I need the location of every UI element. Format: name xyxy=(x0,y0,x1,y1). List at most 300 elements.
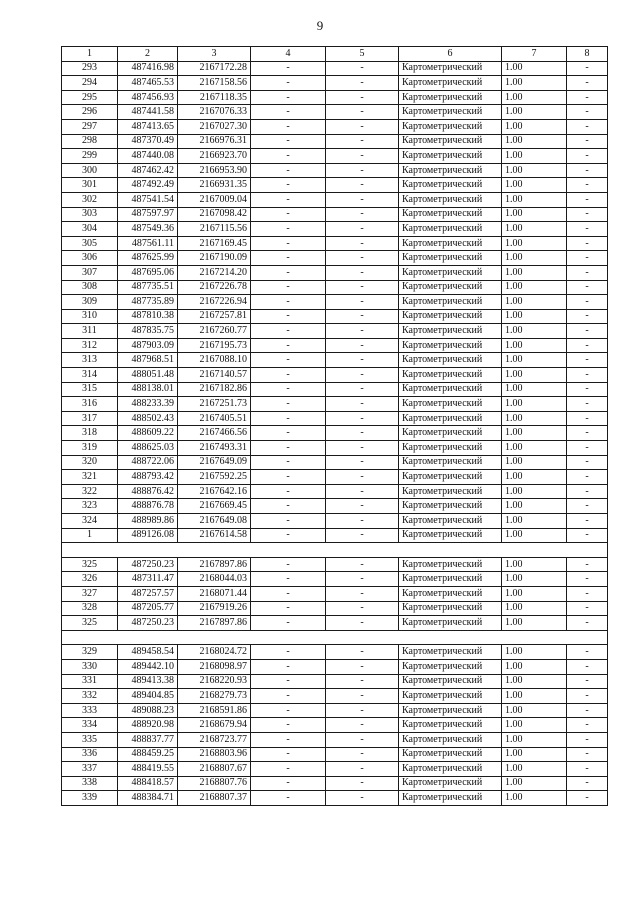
column-header: 6 xyxy=(399,47,502,62)
y-coordinate-cell: 2167190.09 xyxy=(178,251,251,266)
y-coordinate-cell: 2167118.35 xyxy=(178,90,251,105)
x-coordinate-cell: 487370.49 xyxy=(118,134,178,149)
method-cell: Картометрический xyxy=(399,149,502,164)
column-4-cell: - xyxy=(251,324,326,339)
accuracy-cell: 1.00 xyxy=(502,484,567,499)
point-number-cell: 308 xyxy=(62,280,118,295)
method-cell: Картометрический xyxy=(399,689,502,704)
table-row xyxy=(62,732,608,747)
column-5-cell: - xyxy=(326,572,399,587)
column-5-cell: - xyxy=(326,236,399,251)
table-row xyxy=(62,251,608,266)
x-coordinate-cell: 487440.08 xyxy=(118,149,178,164)
table-row xyxy=(62,616,608,631)
accuracy-cell: 1.00 xyxy=(502,353,567,368)
method-cell: Картометрический xyxy=(399,309,502,324)
y-coordinate-cell: 2167260.77 xyxy=(178,324,251,339)
method-cell: Картометрический xyxy=(399,514,502,529)
column-8-cell: - xyxy=(567,338,608,353)
column-5-cell: - xyxy=(326,149,399,164)
y-coordinate-cell: 2168044.03 xyxy=(178,572,251,587)
column-4-cell: - xyxy=(251,382,326,397)
x-coordinate-cell: 488502.43 xyxy=(118,411,178,426)
table-row xyxy=(62,586,608,601)
x-coordinate-cell: 487903.09 xyxy=(118,338,178,353)
y-coordinate-cell: 2167614.58 xyxy=(178,528,251,543)
table-row xyxy=(62,265,608,280)
x-coordinate-cell: 487416.98 xyxy=(118,61,178,76)
table-row xyxy=(62,601,608,616)
table-row xyxy=(62,236,608,251)
column-8-cell: - xyxy=(567,105,608,120)
point-number-cell: 300 xyxy=(62,163,118,178)
column-header: 8 xyxy=(567,47,608,62)
accuracy-cell: 1.00 xyxy=(502,732,567,747)
x-coordinate-cell: 488419.55 xyxy=(118,762,178,777)
method-cell: Картометрический xyxy=(399,280,502,295)
point-number-cell: 317 xyxy=(62,411,118,426)
table-row xyxy=(62,61,608,76)
column-8-cell: - xyxy=(567,747,608,762)
separator-cell xyxy=(62,543,608,558)
column-4-cell: - xyxy=(251,236,326,251)
y-coordinate-cell: 2167897.86 xyxy=(178,557,251,572)
table-row xyxy=(62,557,608,572)
column-8-cell: - xyxy=(567,499,608,514)
accuracy-cell: 1.00 xyxy=(502,645,567,660)
column-5-cell: - xyxy=(326,586,399,601)
column-8-cell: - xyxy=(567,426,608,441)
column-8-cell: - xyxy=(567,309,608,324)
y-coordinate-cell: 2167195.73 xyxy=(178,338,251,353)
accuracy-cell: 1.00 xyxy=(502,134,567,149)
x-coordinate-cell: 488920.98 xyxy=(118,718,178,733)
column-header: 4 xyxy=(251,47,326,62)
method-cell: Картометрический xyxy=(399,499,502,514)
column-8-cell: - xyxy=(567,645,608,660)
y-coordinate-cell: 2167115.56 xyxy=(178,222,251,237)
accuracy-cell: 1.00 xyxy=(502,90,567,105)
table-body xyxy=(62,61,608,805)
column-8-cell: - xyxy=(567,470,608,485)
y-coordinate-cell: 2167169.45 xyxy=(178,236,251,251)
column-4-cell: - xyxy=(251,528,326,543)
column-8-cell: - xyxy=(567,61,608,76)
column-5-cell: - xyxy=(326,76,399,91)
method-cell: Картометрический xyxy=(399,382,502,397)
table-row xyxy=(62,76,608,91)
y-coordinate-cell: 2167076.33 xyxy=(178,105,251,120)
x-coordinate-cell: 489413.38 xyxy=(118,674,178,689)
column-5-cell: - xyxy=(326,426,399,441)
accuracy-cell: 1.00 xyxy=(502,557,567,572)
method-cell: Картометрический xyxy=(399,207,502,222)
column-4-cell: - xyxy=(251,659,326,674)
accuracy-cell: 1.00 xyxy=(502,659,567,674)
method-cell: Картометрический xyxy=(399,119,502,134)
point-number-cell: 310 xyxy=(62,309,118,324)
column-5-cell: - xyxy=(326,280,399,295)
column-5-cell: - xyxy=(326,499,399,514)
table-row xyxy=(62,90,608,105)
point-number-cell: 334 xyxy=(62,718,118,733)
column-4-cell: - xyxy=(251,163,326,178)
column-4-cell: - xyxy=(251,718,326,733)
method-cell: Картометрический xyxy=(399,747,502,762)
separator-cell xyxy=(62,630,608,645)
method-cell: Картометрический xyxy=(399,528,502,543)
column-5-cell: - xyxy=(326,178,399,193)
x-coordinate-cell: 487835.75 xyxy=(118,324,178,339)
column-4-cell: - xyxy=(251,61,326,76)
table-row xyxy=(62,441,608,456)
column-8-cell: - xyxy=(567,265,608,280)
column-4-cell: - xyxy=(251,207,326,222)
point-number-cell: 327 xyxy=(62,586,118,601)
column-4-cell: - xyxy=(251,149,326,164)
method-cell: Картометрический xyxy=(399,265,502,280)
column-8-cell: - xyxy=(567,368,608,383)
y-coordinate-cell: 2167649.08 xyxy=(178,514,251,529)
column-4-cell: - xyxy=(251,455,326,470)
accuracy-cell: 1.00 xyxy=(502,441,567,456)
column-4-cell: - xyxy=(251,338,326,353)
column-5-cell: - xyxy=(326,528,399,543)
column-4-cell: - xyxy=(251,572,326,587)
method-cell: Картометрический xyxy=(399,411,502,426)
column-8-cell: - xyxy=(567,791,608,806)
point-number-cell: 312 xyxy=(62,338,118,353)
column-5-cell: - xyxy=(326,119,399,134)
x-coordinate-cell: 488138.01 xyxy=(118,382,178,397)
column-4-cell: - xyxy=(251,762,326,777)
x-coordinate-cell: 489088.23 xyxy=(118,703,178,718)
accuracy-cell: 1.00 xyxy=(502,280,567,295)
point-number-cell: 1 xyxy=(62,528,118,543)
column-5-cell: - xyxy=(326,718,399,733)
column-8-cell: - xyxy=(567,703,608,718)
header-row xyxy=(62,47,608,62)
column-5-cell: - xyxy=(326,265,399,280)
table-row xyxy=(62,411,608,426)
column-5-cell: - xyxy=(326,703,399,718)
column-4-cell: - xyxy=(251,645,326,660)
point-number-cell: 296 xyxy=(62,105,118,120)
column-8-cell: - xyxy=(567,222,608,237)
column-8-cell: - xyxy=(567,572,608,587)
column-8-cell: - xyxy=(567,324,608,339)
accuracy-cell: 1.00 xyxy=(502,222,567,237)
column-5-cell: - xyxy=(326,207,399,222)
table-row xyxy=(62,324,608,339)
column-4-cell: - xyxy=(251,411,326,426)
method-cell: Картометрический xyxy=(399,601,502,616)
accuracy-cell: 1.00 xyxy=(502,616,567,631)
method-cell: Картометрический xyxy=(399,324,502,339)
x-coordinate-cell: 487695.06 xyxy=(118,265,178,280)
table-row xyxy=(62,718,608,733)
point-number-cell: 323 xyxy=(62,499,118,514)
y-coordinate-cell: 2167214.20 xyxy=(178,265,251,280)
column-header: 7 xyxy=(502,47,567,62)
x-coordinate-cell: 487250.23 xyxy=(118,557,178,572)
point-number-cell: 318 xyxy=(62,426,118,441)
column-4-cell: - xyxy=(251,703,326,718)
point-number-cell: 329 xyxy=(62,645,118,660)
method-cell: Картометрический xyxy=(399,732,502,747)
point-number-cell: 299 xyxy=(62,149,118,164)
table-row xyxy=(62,499,608,514)
y-coordinate-cell: 2167493.31 xyxy=(178,441,251,456)
y-coordinate-cell: 2166923.70 xyxy=(178,149,251,164)
method-cell: Картометрический xyxy=(399,251,502,266)
method-cell: Картометрический xyxy=(399,659,502,674)
method-cell: Картометрический xyxy=(399,295,502,310)
table-row xyxy=(62,368,608,383)
x-coordinate-cell: 487413.65 xyxy=(118,119,178,134)
method-cell: Картометрический xyxy=(399,353,502,368)
x-coordinate-cell: 488609.22 xyxy=(118,426,178,441)
x-coordinate-cell: 488722.06 xyxy=(118,455,178,470)
table-row xyxy=(62,338,608,353)
method-cell: Картометрический xyxy=(399,192,502,207)
point-number-cell: 325 xyxy=(62,616,118,631)
x-coordinate-cell: 488051.48 xyxy=(118,368,178,383)
accuracy-cell: 1.00 xyxy=(502,61,567,76)
table-row xyxy=(62,455,608,470)
column-8-cell: - xyxy=(567,514,608,529)
column-8-cell: - xyxy=(567,134,608,149)
table-row xyxy=(62,645,608,660)
method-cell: Картометрический xyxy=(399,645,502,660)
point-number-cell: 325 xyxy=(62,557,118,572)
method-cell: Картометрический xyxy=(399,90,502,105)
method-cell: Картометрический xyxy=(399,105,502,120)
accuracy-cell: 1.00 xyxy=(502,514,567,529)
accuracy-cell: 1.00 xyxy=(502,192,567,207)
column-8-cell: - xyxy=(567,674,608,689)
column-4-cell: - xyxy=(251,192,326,207)
coordinates-table xyxy=(61,46,608,806)
table-row xyxy=(62,178,608,193)
column-8-cell: - xyxy=(567,90,608,105)
method-cell: Картометрический xyxy=(399,762,502,777)
x-coordinate-cell: 488837.77 xyxy=(118,732,178,747)
accuracy-cell: 1.00 xyxy=(502,163,567,178)
column-4-cell: - xyxy=(251,295,326,310)
column-5-cell: - xyxy=(326,353,399,368)
column-5-cell: - xyxy=(326,791,399,806)
accuracy-cell: 1.00 xyxy=(502,265,567,280)
table-row xyxy=(62,703,608,718)
y-coordinate-cell: 2168071.44 xyxy=(178,586,251,601)
column-4-cell: - xyxy=(251,309,326,324)
method-cell: Картометрический xyxy=(399,586,502,601)
column-4-cell: - xyxy=(251,689,326,704)
method-cell: Картометрический xyxy=(399,718,502,733)
column-header: 2 xyxy=(118,47,178,62)
y-coordinate-cell: 2168723.77 xyxy=(178,732,251,747)
column-5-cell: - xyxy=(326,776,399,791)
table-row xyxy=(62,207,608,222)
method-cell: Картометрический xyxy=(399,397,502,412)
accuracy-cell: 1.00 xyxy=(502,528,567,543)
x-coordinate-cell: 487462.42 xyxy=(118,163,178,178)
column-8-cell: - xyxy=(567,718,608,733)
y-coordinate-cell: 2168098.97 xyxy=(178,659,251,674)
column-8-cell: - xyxy=(567,280,608,295)
table-row xyxy=(62,295,608,310)
column-5-cell: - xyxy=(326,163,399,178)
accuracy-cell: 1.00 xyxy=(502,397,567,412)
column-5-cell: - xyxy=(326,645,399,660)
method-cell: Картометрический xyxy=(399,178,502,193)
point-number-cell: 311 xyxy=(62,324,118,339)
column-5-cell: - xyxy=(326,557,399,572)
column-8-cell: - xyxy=(567,455,608,470)
x-coordinate-cell: 487625.99 xyxy=(118,251,178,266)
column-5-cell: - xyxy=(326,441,399,456)
column-4-cell: - xyxy=(251,134,326,149)
x-coordinate-cell: 488876.78 xyxy=(118,499,178,514)
column-4-cell: - xyxy=(251,514,326,529)
column-8-cell: - xyxy=(567,528,608,543)
point-number-cell: 326 xyxy=(62,572,118,587)
table-row xyxy=(62,397,608,412)
y-coordinate-cell: 2167405.51 xyxy=(178,411,251,426)
y-coordinate-cell: 2167257.81 xyxy=(178,309,251,324)
column-5-cell: - xyxy=(326,411,399,426)
table-row xyxy=(62,776,608,791)
y-coordinate-cell: 2168807.37 xyxy=(178,791,251,806)
y-coordinate-cell: 2166976.31 xyxy=(178,134,251,149)
table-row xyxy=(62,280,608,295)
column-4-cell: - xyxy=(251,586,326,601)
y-coordinate-cell: 2168807.67 xyxy=(178,762,251,777)
column-8-cell: - xyxy=(567,601,608,616)
column-4-cell: - xyxy=(251,76,326,91)
column-5-cell: - xyxy=(326,105,399,120)
column-4-cell: - xyxy=(251,441,326,456)
point-number-cell: 294 xyxy=(62,76,118,91)
column-4-cell: - xyxy=(251,601,326,616)
column-8-cell: - xyxy=(567,382,608,397)
table-row xyxy=(62,572,608,587)
accuracy-cell: 1.00 xyxy=(502,791,567,806)
point-number-cell: 320 xyxy=(62,455,118,470)
accuracy-cell: 1.00 xyxy=(502,149,567,164)
column-8-cell: - xyxy=(567,207,608,222)
column-8-cell: - xyxy=(567,251,608,266)
point-number-cell: 337 xyxy=(62,762,118,777)
point-number-cell: 331 xyxy=(62,674,118,689)
accuracy-cell: 1.00 xyxy=(502,76,567,91)
method-cell: Картометрический xyxy=(399,222,502,237)
accuracy-cell: 1.00 xyxy=(502,776,567,791)
table-row xyxy=(62,659,608,674)
column-header: 1 xyxy=(62,47,118,62)
point-number-cell: 316 xyxy=(62,397,118,412)
column-4-cell: - xyxy=(251,674,326,689)
point-number-cell: 314 xyxy=(62,368,118,383)
column-4-cell: - xyxy=(251,557,326,572)
column-5-cell: - xyxy=(326,514,399,529)
x-coordinate-cell: 489126.08 xyxy=(118,528,178,543)
column-4-cell: - xyxy=(251,353,326,368)
page-number: 9 xyxy=(316,18,324,33)
table-row xyxy=(62,163,608,178)
y-coordinate-cell: 2167140.57 xyxy=(178,368,251,383)
x-coordinate-cell: 487250.23 xyxy=(118,616,178,631)
column-8-cell: - xyxy=(567,353,608,368)
column-4-cell: - xyxy=(251,470,326,485)
accuracy-cell: 1.00 xyxy=(502,426,567,441)
accuracy-cell: 1.00 xyxy=(502,251,567,266)
column-5-cell: - xyxy=(326,747,399,762)
accuracy-cell: 1.00 xyxy=(502,674,567,689)
column-4-cell: - xyxy=(251,426,326,441)
y-coordinate-cell: 2167098.42 xyxy=(178,207,251,222)
y-coordinate-cell: 2167897.86 xyxy=(178,616,251,631)
x-coordinate-cell: 487541.54 xyxy=(118,192,178,207)
x-coordinate-cell: 487205.77 xyxy=(118,601,178,616)
table-row xyxy=(62,528,608,543)
accuracy-cell: 1.00 xyxy=(502,338,567,353)
column-4-cell: - xyxy=(251,732,326,747)
y-coordinate-cell: 2167642.16 xyxy=(178,484,251,499)
column-5-cell: - xyxy=(326,659,399,674)
point-number-cell: 302 xyxy=(62,192,118,207)
y-coordinate-cell: 2168807.76 xyxy=(178,776,251,791)
column-5-cell: - xyxy=(326,324,399,339)
table-row xyxy=(62,514,608,529)
method-cell: Картометрический xyxy=(399,455,502,470)
x-coordinate-cell: 487492.49 xyxy=(118,178,178,193)
y-coordinate-cell: 2167226.94 xyxy=(178,295,251,310)
column-5-cell: - xyxy=(326,732,399,747)
point-number-cell: 313 xyxy=(62,353,118,368)
y-coordinate-cell: 2167182.86 xyxy=(178,382,251,397)
point-number-cell: 305 xyxy=(62,236,118,251)
method-cell: Картометрический xyxy=(399,368,502,383)
point-number-cell: 304 xyxy=(62,222,118,237)
accuracy-cell: 1.00 xyxy=(502,382,567,397)
column-5-cell: - xyxy=(326,616,399,631)
table-row xyxy=(62,747,608,762)
x-coordinate-cell: 487465.53 xyxy=(118,76,178,91)
point-number-cell: 301 xyxy=(62,178,118,193)
column-4-cell: - xyxy=(251,776,326,791)
column-4-cell: - xyxy=(251,105,326,120)
accuracy-cell: 1.00 xyxy=(502,324,567,339)
table-row xyxy=(62,689,608,704)
point-number-cell: 293 xyxy=(62,61,118,76)
point-number-cell: 336 xyxy=(62,747,118,762)
column-8-cell: - xyxy=(567,484,608,499)
x-coordinate-cell: 487549.36 xyxy=(118,222,178,237)
x-coordinate-cell: 489442.10 xyxy=(118,659,178,674)
column-header: 5 xyxy=(326,47,399,62)
table-row xyxy=(62,426,608,441)
x-coordinate-cell: 488876.42 xyxy=(118,484,178,499)
y-coordinate-cell: 2167226.78 xyxy=(178,280,251,295)
column-5-cell: - xyxy=(326,470,399,485)
column-5-cell: - xyxy=(326,61,399,76)
accuracy-cell: 1.00 xyxy=(502,295,567,310)
y-coordinate-cell: 2167592.25 xyxy=(178,470,251,485)
accuracy-cell: 1.00 xyxy=(502,411,567,426)
column-8-cell: - xyxy=(567,762,608,777)
